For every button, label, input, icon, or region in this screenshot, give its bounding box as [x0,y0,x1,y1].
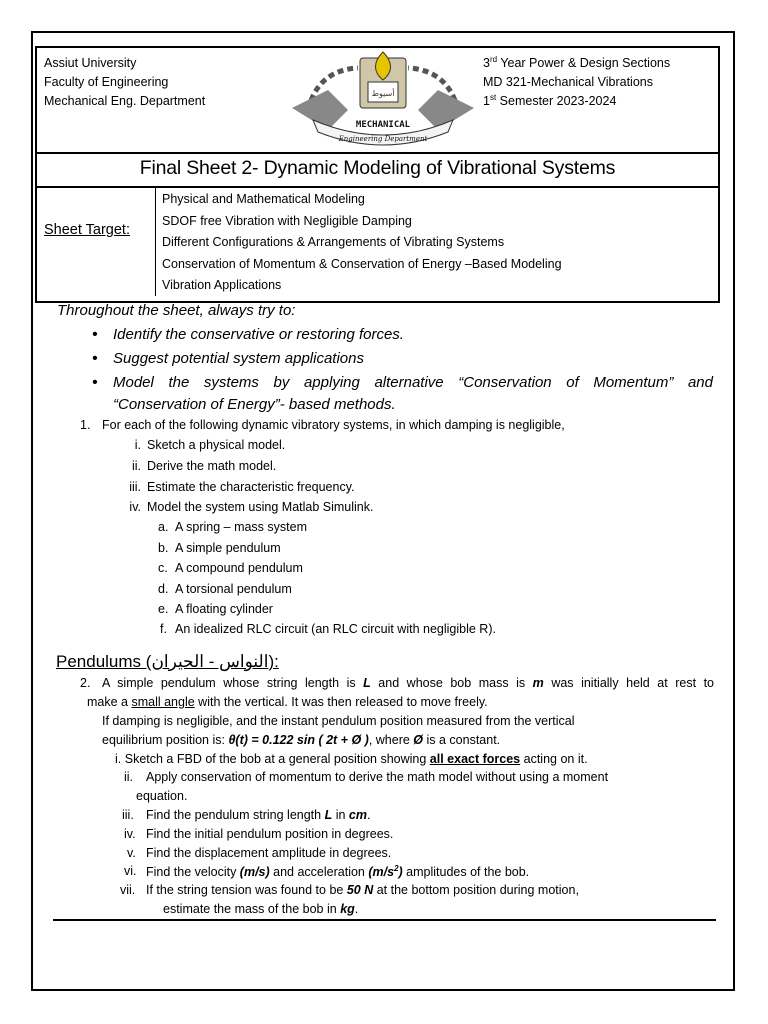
question-2-line-3: If damping is negligible, and the instant pendulum position measured from the vertical [102,714,575,728]
system-text: An idealized RLC circuit (an RLC circuit with negligible R). [175,622,496,636]
target-divider [155,188,156,296]
system-letter: e. [158,602,169,616]
step-text: Estimate the characteristic frequency. [147,480,355,494]
university-name: Assiut University [44,56,137,70]
system-letter: c. [158,561,168,575]
system-text: A simple pendulum [175,541,281,555]
course-code: MD 321-Mechanical Vibrations [483,75,653,89]
step-number: iii. [129,480,141,494]
system-text: A floating cylinder [175,602,273,616]
question-2-line-1: A simple pendulum whose string length is L and whose bob mass is m was initially held at rest to [102,676,715,690]
system-letter: d. [158,582,169,596]
sub-question-i: i. Sketch a FBD of the bob at a general position showing all exact forces acting on it. [115,752,588,766]
system-letter: a. [158,520,169,534]
question-number: 1. [80,418,91,432]
step-number: iv. [129,500,141,514]
sub-question-v-number: v. [127,846,136,860]
bullet-icon: • [92,374,98,391]
question-number: 2. [80,676,91,690]
bullet-icon: • [92,326,98,343]
question-2-line-4: equilibrium position is: θ(t) = 0.122 sin ( 2t + Ø ), where Ø is a constant. [102,733,501,747]
step-text: Model the system using Matlab Simulink. [147,500,374,514]
question-1-text: For each of the following dynamic vibratory systems, in which damping is negligible, [102,418,565,432]
faculty-name: Faculty of Engineering [44,75,169,89]
list-item: Vibration Applications [162,278,282,293]
sub-question-iii-number: iii. [122,808,134,822]
sub-question-iii: Find the pendulum string length L in cm. [146,808,371,822]
throughout-intro: Throughout the sheet, always try to: [57,302,296,319]
list-item: Different Configurations & Arrangements of Vibrating Systems [162,235,505,250]
system-text: A torsional pendulum [175,582,292,596]
guideline-3: Model the systems by applying alternative “Conservation of Momentum” and [113,374,713,391]
list-item: SDOF free Vibration with Negligible Damping [162,213,412,228]
step-text: Sketch a physical model. [147,438,286,452]
question-2-line-2: make a small angle with the vertical. It was then released to move freely. [87,695,488,709]
sheet-target-label: Sheet Target: [44,222,130,238]
divider-line [35,186,720,188]
gear-lamp-logo-icon [288,50,478,150]
bullet-icon: • [92,350,98,367]
sub-question-vi-number: vi. [124,864,137,878]
logo-text-sub: Engineering Department [338,135,428,143]
step-text: Derive the math model. [147,459,277,473]
section-heading-pendulums: Pendulums (النواس - الحيران): [56,652,279,671]
logo-text-main: MECHANICAL [355,120,411,130]
sub-question-v: Find the displacement amplitude in degrees. [146,846,392,860]
bottom-rule [53,919,716,921]
header-left [44,54,205,111]
sub-question-vii: If the string tension was found to be 50 N at the bottom position during motion, [146,883,579,897]
sub-question-ii: Apply conservation of momentum to derive the math model without using a moment [146,770,609,784]
sheet-target-list [162,189,562,297]
sub-question-ii-number: ii. [124,770,134,784]
list-item: Physical and Mathematical Modeling [162,192,365,206]
system-text: A spring – mass system [175,520,307,534]
divider-line [35,152,720,154]
system-letter: f. [160,622,167,636]
sub-question-iv-number: iv. [124,827,136,841]
logo-arabic-text: أسيوط [371,89,395,98]
sub-question-ii-cont: equation. [136,789,188,803]
semester: 1st Semester 2023-2024 [483,92,617,108]
course-year: 3rd Year Power & Design Sections [483,54,671,70]
guideline-3-cont: “Conservation of Energy”- based methods. [113,396,396,413]
system-text: A compound pendulum [175,561,303,575]
step-number: i. [134,438,141,452]
step-number: ii. [131,459,141,473]
header-right [483,54,670,111]
page-title: Final Sheet 2- Dynamic Modeling of Vibrational Systems [139,157,616,179]
sub-question-vii-cont: estimate the mass of the bob in kg. [163,902,359,916]
sub-question-vii-number: vii. [120,883,136,897]
list-item: Conservation of Momentum & Conservation of Energy –Based Modeling [162,256,562,271]
guideline-1: Identify the conservative or restoring forces. [113,326,404,343]
system-letter: b. [158,541,169,555]
guideline-2: Suggest potential system applications [113,350,364,367]
sub-question-iv: Find the initial pendulum position in degrees. [146,827,394,841]
sub-question-vi: Find the velocity (m/s) and acceleration $(m/s^2)$ amplitudes of the bob. [146,864,530,880]
department-name: Mechanical Eng. Department [44,94,206,108]
